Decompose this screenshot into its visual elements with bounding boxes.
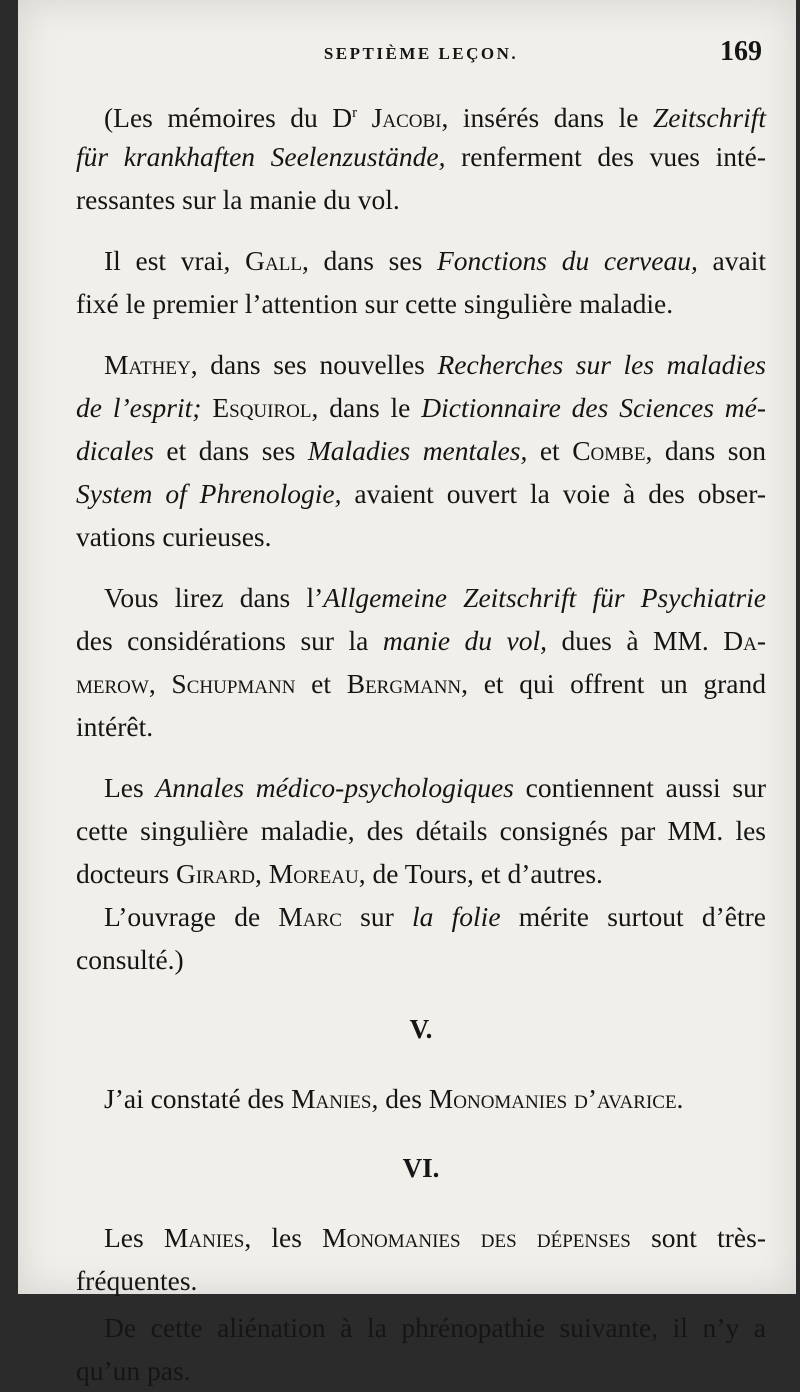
text-line — [76, 429, 766, 472]
text-span: renferment des vues inté- — [445, 141, 766, 172]
author-name: Jacobi — [371, 102, 442, 134]
work-title: System of Phrenologie, — [76, 478, 342, 509]
text-span: et dans ses — [153, 435, 308, 466]
text-line — [76, 343, 766, 386]
author-name: Marc — [278, 901, 342, 932]
term: Monomanies des dépenses — [322, 1222, 631, 1253]
paragraph-marc — [76, 895, 766, 981]
work-title: Annales médico-psychologiques — [155, 772, 514, 803]
text-line — [76, 662, 766, 705]
text-line — [76, 1306, 766, 1349]
text-span: , dans ses — [301, 245, 437, 276]
author-name: Mathey — [104, 349, 191, 380]
text-span: De cette aliénation à la phrénopathie suivante, il n’y a — [104, 1312, 766, 1343]
text-span — [357, 102, 372, 133]
author-name: Gall — [245, 245, 302, 276]
work-title: la folie — [412, 901, 501, 932]
text-line — [76, 178, 766, 221]
author-name: Moreau — [268, 858, 359, 889]
text-span: docteurs — [76, 858, 177, 889]
page-number: 169 — [720, 36, 762, 67]
author-name: Girard — [176, 858, 256, 889]
text-span: Vous lirez dans l’ — [104, 582, 324, 613]
text-span: (Les mémoires du D — [104, 102, 353, 134]
text-span: ressantes sur la manie du vol. — [76, 184, 400, 215]
text-line — [76, 135, 766, 178]
text-line — [76, 705, 766, 748]
section-heading-vi: VI. — [402, 1153, 440, 1183]
paragraph-jacobi — [76, 92, 766, 221]
text-line — [76, 239, 766, 282]
text-line — [76, 1077, 766, 1120]
text-span: contiennent aussi sur — [513, 772, 766, 803]
paragraph-gall — [76, 239, 766, 325]
author-name: Combe — [572, 435, 646, 466]
text-span: , — [148, 668, 172, 699]
paragraph-annales — [76, 766, 766, 895]
text-line — [76, 809, 766, 852]
text-span: cette singulière maladie, des détails consignés par MM. les — [76, 815, 766, 846]
work-title: Zeitschrift — [652, 102, 767, 134]
text-span: qu’un pas. — [76, 1355, 191, 1386]
text-span: , insérés dans le — [441, 102, 653, 134]
section-heading-v: V. — [409, 1014, 433, 1044]
author-name: merow — [76, 668, 149, 699]
text-span: consulté.) — [76, 944, 184, 975]
text-span: des considérations sur la — [76, 625, 383, 656]
superscript: r — [352, 105, 358, 121]
text-line — [76, 895, 766, 938]
text-line — [76, 938, 766, 981]
text-line — [76, 1216, 766, 1259]
text-span — [201, 392, 212, 423]
text-span: sont très- — [630, 1222, 766, 1253]
page-header — [76, 0, 766, 92]
text-line — [76, 472, 766, 515]
text-line — [76, 1259, 766, 1302]
text-span: fréquentes. — [76, 1265, 198, 1296]
text-span: intérêt. — [76, 711, 154, 742]
page-content — [76, 0, 766, 1392]
text-span: et — [295, 668, 347, 699]
text-line — [76, 386, 766, 429]
text-span: , des — [371, 1083, 429, 1114]
text-span: , de Tours, et d’autres. — [358, 858, 603, 889]
text-span: sur — [341, 901, 413, 932]
text-span: , — [255, 858, 269, 889]
author-name: Esquirol — [212, 392, 312, 423]
work-title: Allgemeine Zeitschrift für Psychiatrie — [323, 582, 767, 613]
work-title: Recherches sur les maladies — [437, 349, 766, 380]
text-span: vations curieuses. — [76, 521, 272, 552]
text-span: Les — [104, 1222, 164, 1253]
text-span: . — [676, 1083, 684, 1114]
text-span: , dans le — [311, 392, 422, 423]
term: Monomanies d’avarice — [428, 1083, 677, 1114]
emphasis: manie du vol, — [382, 625, 547, 656]
text-line — [76, 619, 766, 662]
author-name: Schupmann — [171, 668, 296, 699]
book-page — [18, 0, 796, 1386]
author-name: Bergmann — [346, 668, 462, 699]
text-span: avait — [697, 245, 766, 276]
work-title: dicales — [76, 435, 154, 466]
text-span: fixé le premier l’attention sur cette singulière maladie. — [76, 288, 674, 319]
paragraph-mathey — [76, 343, 766, 558]
text-line — [76, 515, 766, 558]
text-line — [76, 1349, 766, 1392]
text-span: Les — [104, 772, 156, 803]
text-span: et — [527, 435, 573, 466]
text-line — [76, 282, 766, 325]
text-line — [76, 766, 766, 809]
work-title: Maladies mentales, — [307, 435, 528, 466]
text-span: Il est vrai, — [104, 245, 246, 276]
work-title: Fonctions du cerveau, — [437, 245, 698, 276]
text-span: L’ouvrage de — [104, 901, 279, 932]
author-name: Da- — [723, 625, 766, 656]
text-span: , dans ses nouvelles — [190, 349, 438, 380]
text-span: mérite surtout d’être — [500, 901, 766, 932]
text-span: dues à MM. — [546, 625, 724, 656]
paragraph-allgemeine — [76, 576, 766, 748]
work-title: für krankhaften Seelenzustände, — [76, 141, 446, 172]
term: Manies — [291, 1083, 372, 1114]
running-title: SEPTIÈME LEÇON. — [323, 44, 519, 63]
text-span: avaient ouvert la voie à des obser- — [341, 478, 766, 509]
text-span: , et qui offrent un grand — [461, 668, 766, 699]
text-span: J’ai constaté des — [104, 1083, 292, 1114]
text-line — [76, 576, 766, 619]
text-span: , les — [244, 1222, 323, 1253]
work-title: de l’esprit; — [76, 392, 202, 423]
text-line — [76, 92, 766, 135]
work-title: Dictionnaire des Sciences mé- — [421, 392, 767, 423]
text-line — [76, 852, 766, 895]
term: Manies — [163, 1222, 245, 1253]
text-span: , dans son — [645, 435, 766, 466]
